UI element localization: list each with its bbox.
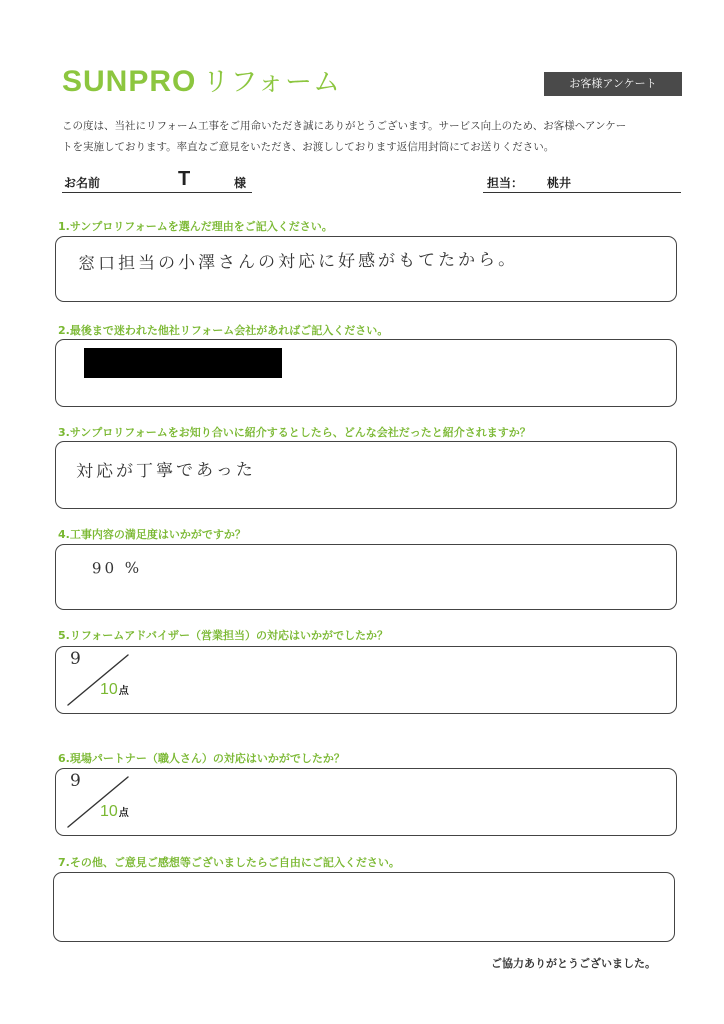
question-3-label: 3.サンプロリフォームをお知り合いに紹介するとしたら、どんな会社だったと紹介されますか？: [58, 426, 531, 439]
brand-sub: リフォーム: [202, 67, 342, 97]
answer-4-text: 90 %: [91, 558, 143, 578]
question-5-label: 5.リフォームアドバイザー（営業担当）の対応はいかがでしたか？: [58, 629, 389, 642]
answer-box-4: [55, 544, 677, 610]
name-value: T: [178, 168, 191, 190]
intro-line-1: この度は、当社にリフォーム工事をご用命いただき誠にありがとうございます。サービス向上のため、お客様へアンケー: [62, 120, 627, 132]
answer-3-text: 対応が丁寧であった: [75, 460, 256, 482]
name-suffix: 様: [234, 176, 247, 190]
survey-tag: お客様アンケート: [544, 72, 682, 96]
score-unit-6: 点: [118, 808, 129, 819]
closing-message: ご協力ありがとうございました。: [491, 957, 656, 970]
score-total-6: [100, 803, 129, 821]
answer-box-6: [55, 768, 677, 836]
score-total-5: [100, 681, 129, 699]
question-7-label: 7.その他、ご意見ご感想等ございましたらご自由にご記入ください。: [58, 856, 400, 869]
staff-field: [483, 170, 681, 193]
intro-text: [62, 116, 692, 158]
answer-box-3: [55, 441, 677, 509]
staff-value: 桃井: [547, 176, 572, 190]
name-label: お名前: [64, 176, 101, 190]
redaction-bar: [84, 348, 282, 378]
answer-1-text: 窓口担当の小澤さんの対応に好感がもてたから。: [77, 249, 519, 275]
score-total-5-num: 10: [100, 681, 118, 698]
question-6-label: 6.現場パートナー（職人さん）の対応はいかがでしたか？: [58, 752, 345, 765]
intro-line-2: トを実施しております。率直なご意見をいただき、お渡ししております返信用封筒にてお送りください。: [62, 141, 555, 153]
answer-box-1: [55, 236, 677, 302]
customer-name-field: [62, 170, 252, 193]
answer-box-2: [55, 339, 677, 407]
answer-box-7: [53, 872, 675, 942]
score-value-6: 9: [70, 771, 81, 791]
sunpro-logo: [62, 60, 341, 99]
question-1-label: 1.サンプロリフォームを選んだ理由をご記入ください。: [58, 220, 333, 233]
score-value-5: 9: [70, 649, 81, 669]
answer-box-5: [55, 646, 677, 714]
score-total-6-num: 10: [100, 803, 118, 820]
score-unit-5: 点: [118, 686, 129, 697]
brand-name: SUNPRO: [62, 65, 197, 98]
question-4-label: 4.工事内容の満足度はいかがですか？: [58, 528, 246, 541]
staff-label: 担当：: [487, 176, 524, 190]
question-2-label: 2.最後まで迷われた他社リフォーム会社があればご記入ください。: [58, 324, 389, 337]
